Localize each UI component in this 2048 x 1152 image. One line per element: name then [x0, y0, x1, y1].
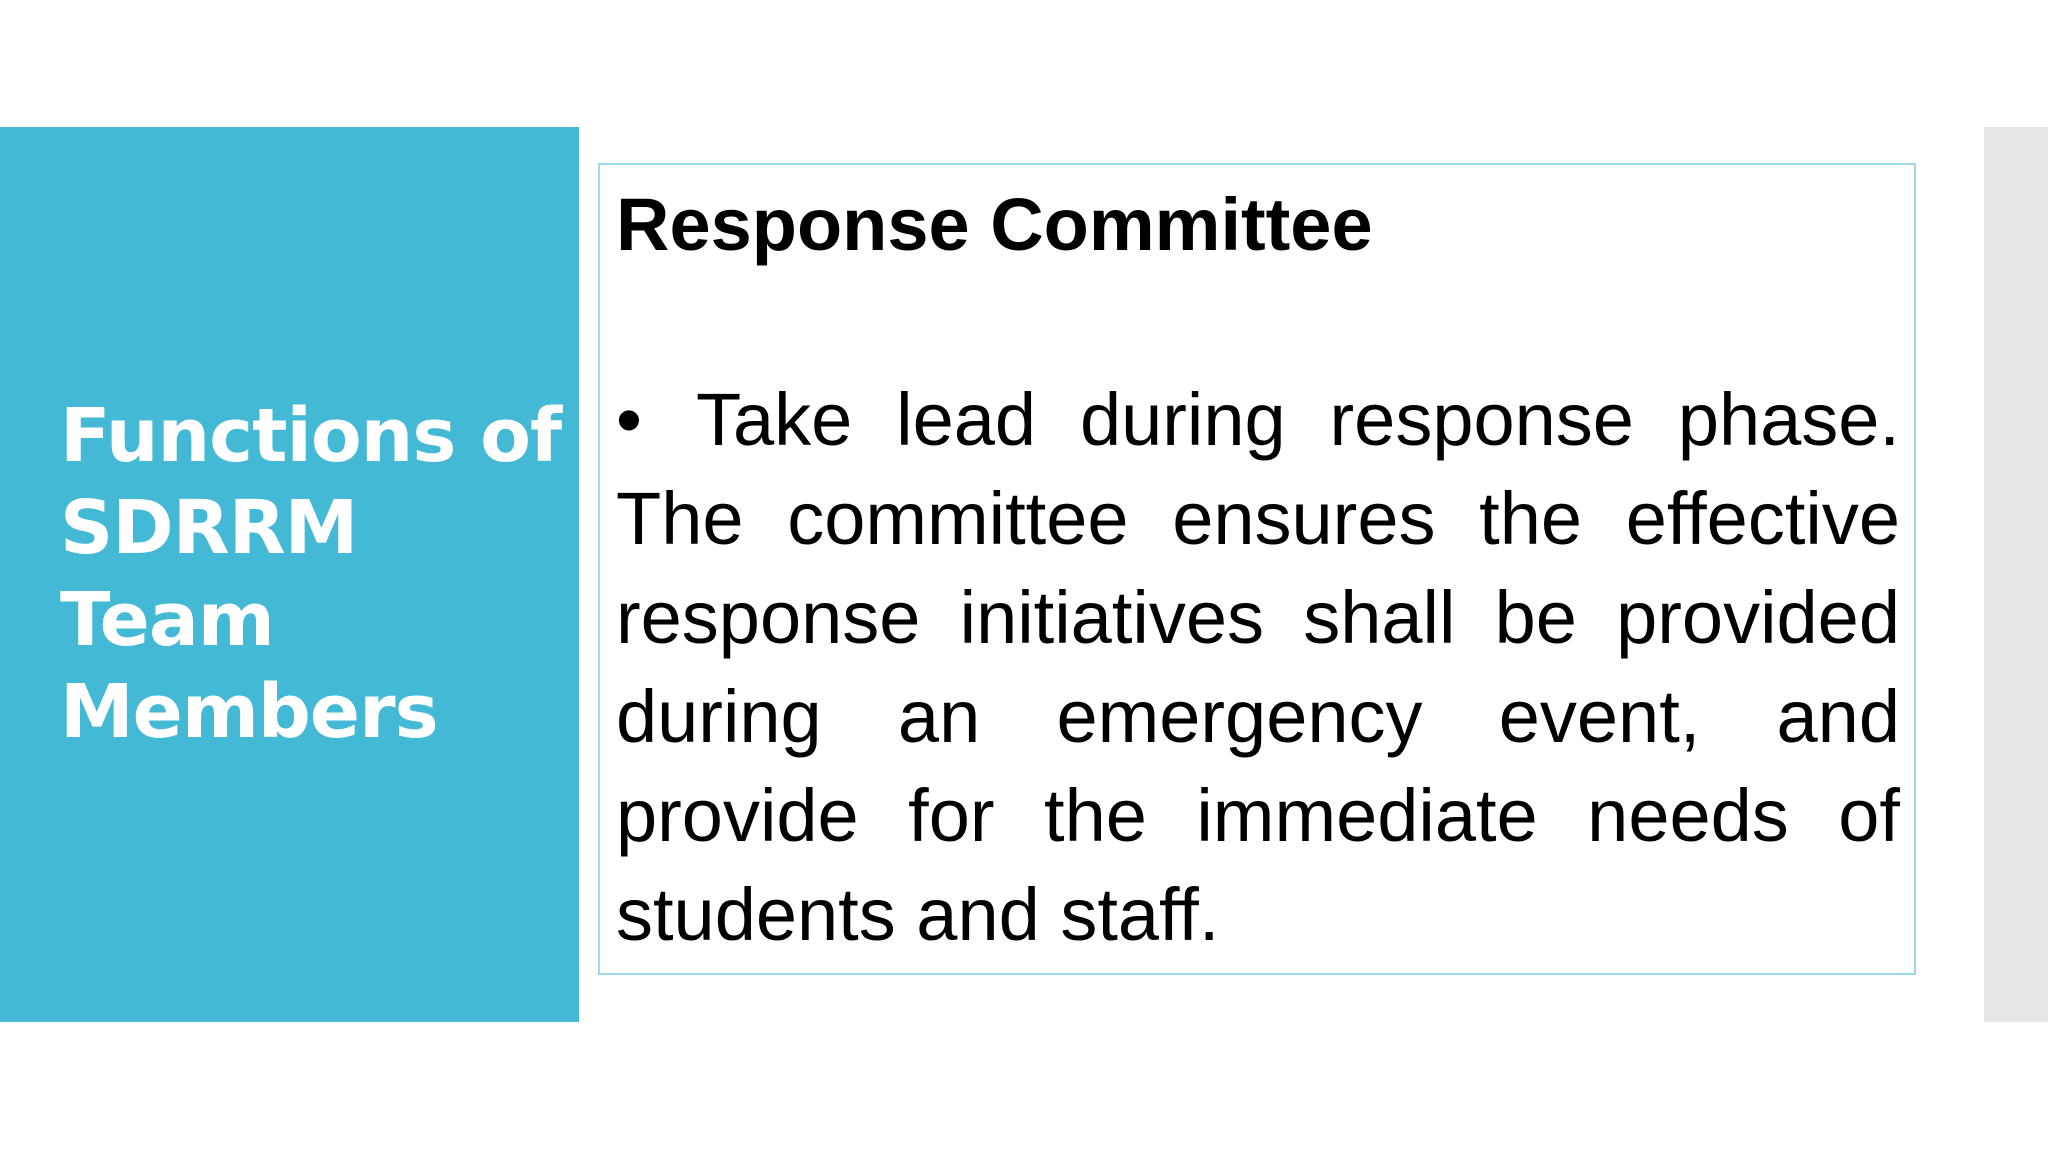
- bullet-icon: •: [616, 378, 642, 461]
- content-box: [598, 163, 1916, 975]
- slide-title-line-1: Functions of: [60, 393, 562, 479]
- committee-heading: Response Committee: [616, 183, 1373, 266]
- bullet-text: Take lead during response phase. The committee ensures the effective response initiatives shall be provided during an emergency event, and provide for the immediate needs of students and staff.: [616, 378, 1900, 956]
- slide-title-line-4: Members: [60, 669, 438, 755]
- bullet-paragraph: [616, 370, 1900, 964]
- decorative-strip: [1984, 127, 2048, 1022]
- slide-title-line-2: SDRRM: [60, 485, 358, 571]
- slide-title-line-3: Team: [60, 577, 274, 663]
- slide-title: [60, 390, 560, 758]
